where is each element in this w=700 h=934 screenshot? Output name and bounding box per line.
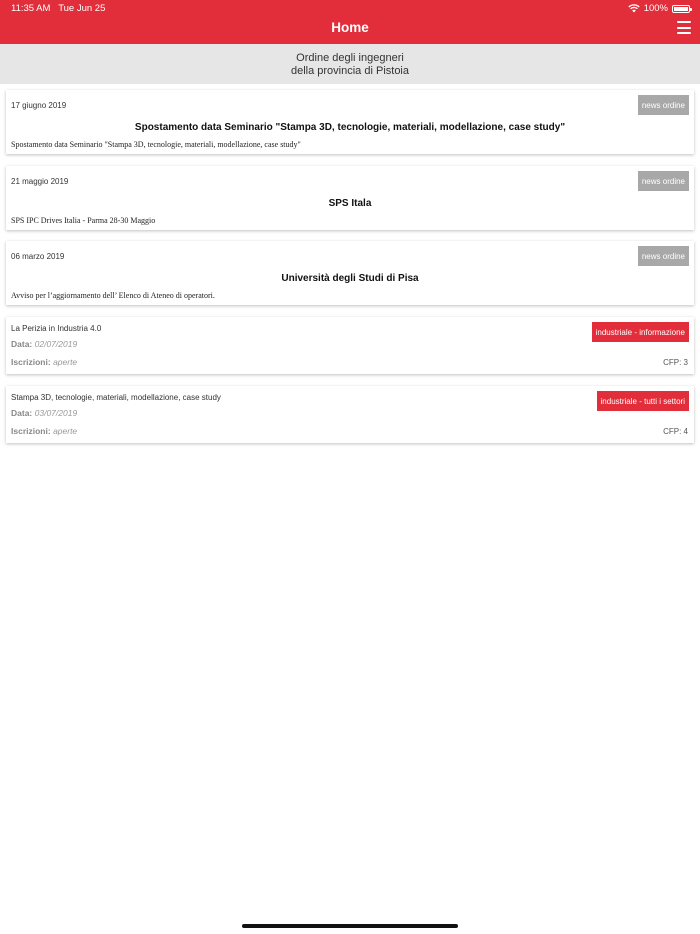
news-title: Spostamento data Seminario "Stampa 3D, tecnologie, materiali, modellazione, case study" (134, 122, 566, 133)
event-registration-row (11, 426, 77, 436)
news-card[interactable] (6, 166, 694, 230)
event-cfp: CFP: 3 (663, 358, 688, 367)
event-card[interactable] (6, 317, 694, 374)
event-date-value: 02/07/2019 (34, 339, 78, 349)
event-registration-row (11, 357, 77, 367)
event-date-label: Data: (11, 408, 33, 418)
news-category-badge: news ordine (638, 171, 689, 191)
home-indicator[interactable] (242, 924, 458, 928)
news-date: 17 giugno 2019 (11, 101, 67, 110)
event-date-row (11, 408, 77, 418)
battery-percent: 100% (643, 3, 668, 14)
news-title: SPS Itala (328, 198, 372, 209)
event-date-label: Data: (11, 339, 33, 349)
page-title: Home (331, 20, 369, 35)
status-indicators (628, 3, 690, 14)
event-date-row (11, 339, 77, 349)
battery-icon (672, 5, 690, 13)
top-bar (0, 0, 700, 44)
event-registration-label: Iscrizioni: (11, 357, 51, 367)
event-date-value: 03/07/2019 (34, 408, 78, 418)
news-summary: Spostamento data Seminario "Stampa 3D, tecnologie, materiali, modellazione, case study" (11, 140, 301, 149)
news-date: 06 marzo 2019 (11, 252, 65, 261)
event-title: Stampa 3D, tecnologie, materiali, modellazione, case study (11, 393, 221, 402)
status-clock: 11:35 AM (11, 3, 51, 14)
hamburger-menu-icon[interactable] (677, 21, 691, 34)
org-header (0, 44, 700, 84)
news-summary: SPS IPC Drives Italia - Parma 28-30 Maggio (11, 216, 156, 225)
event-cfp: CFP: 4 (663, 427, 688, 436)
news-card[interactable] (6, 90, 694, 154)
news-date: 21 maggio 2019 (11, 177, 69, 186)
org-name-line1: Ordine degli ingegneri (296, 52, 404, 64)
event-registration-value: aperte (53, 426, 78, 436)
news-title: Università degli Studi di Pisa (281, 273, 419, 284)
event-title: La Perizia in Industria 4.0 (11, 324, 102, 333)
news-category-badge: news ordine (638, 95, 689, 115)
event-category-badge: industriale - tutti i settori (597, 391, 689, 411)
news-card[interactable] (6, 241, 694, 305)
news-category-badge: news ordine (638, 246, 689, 266)
status-date: Tue Jun 25 (58, 3, 106, 14)
battery-fill (674, 7, 688, 11)
org-name-line2: della provincia di Pistoia (290, 65, 409, 77)
event-registration-label: Iscrizioni: (11, 426, 51, 436)
wifi-icon (628, 4, 640, 13)
event-registration-value: aperte (53, 357, 78, 367)
event-card[interactable] (6, 386, 694, 443)
news-summary: Avviso per l’aggiornamento dell’ Elenco di Ateneo di operatori. (11, 291, 215, 300)
event-category-badge: industriale - informazione (592, 322, 689, 342)
status-time (11, 3, 105, 14)
